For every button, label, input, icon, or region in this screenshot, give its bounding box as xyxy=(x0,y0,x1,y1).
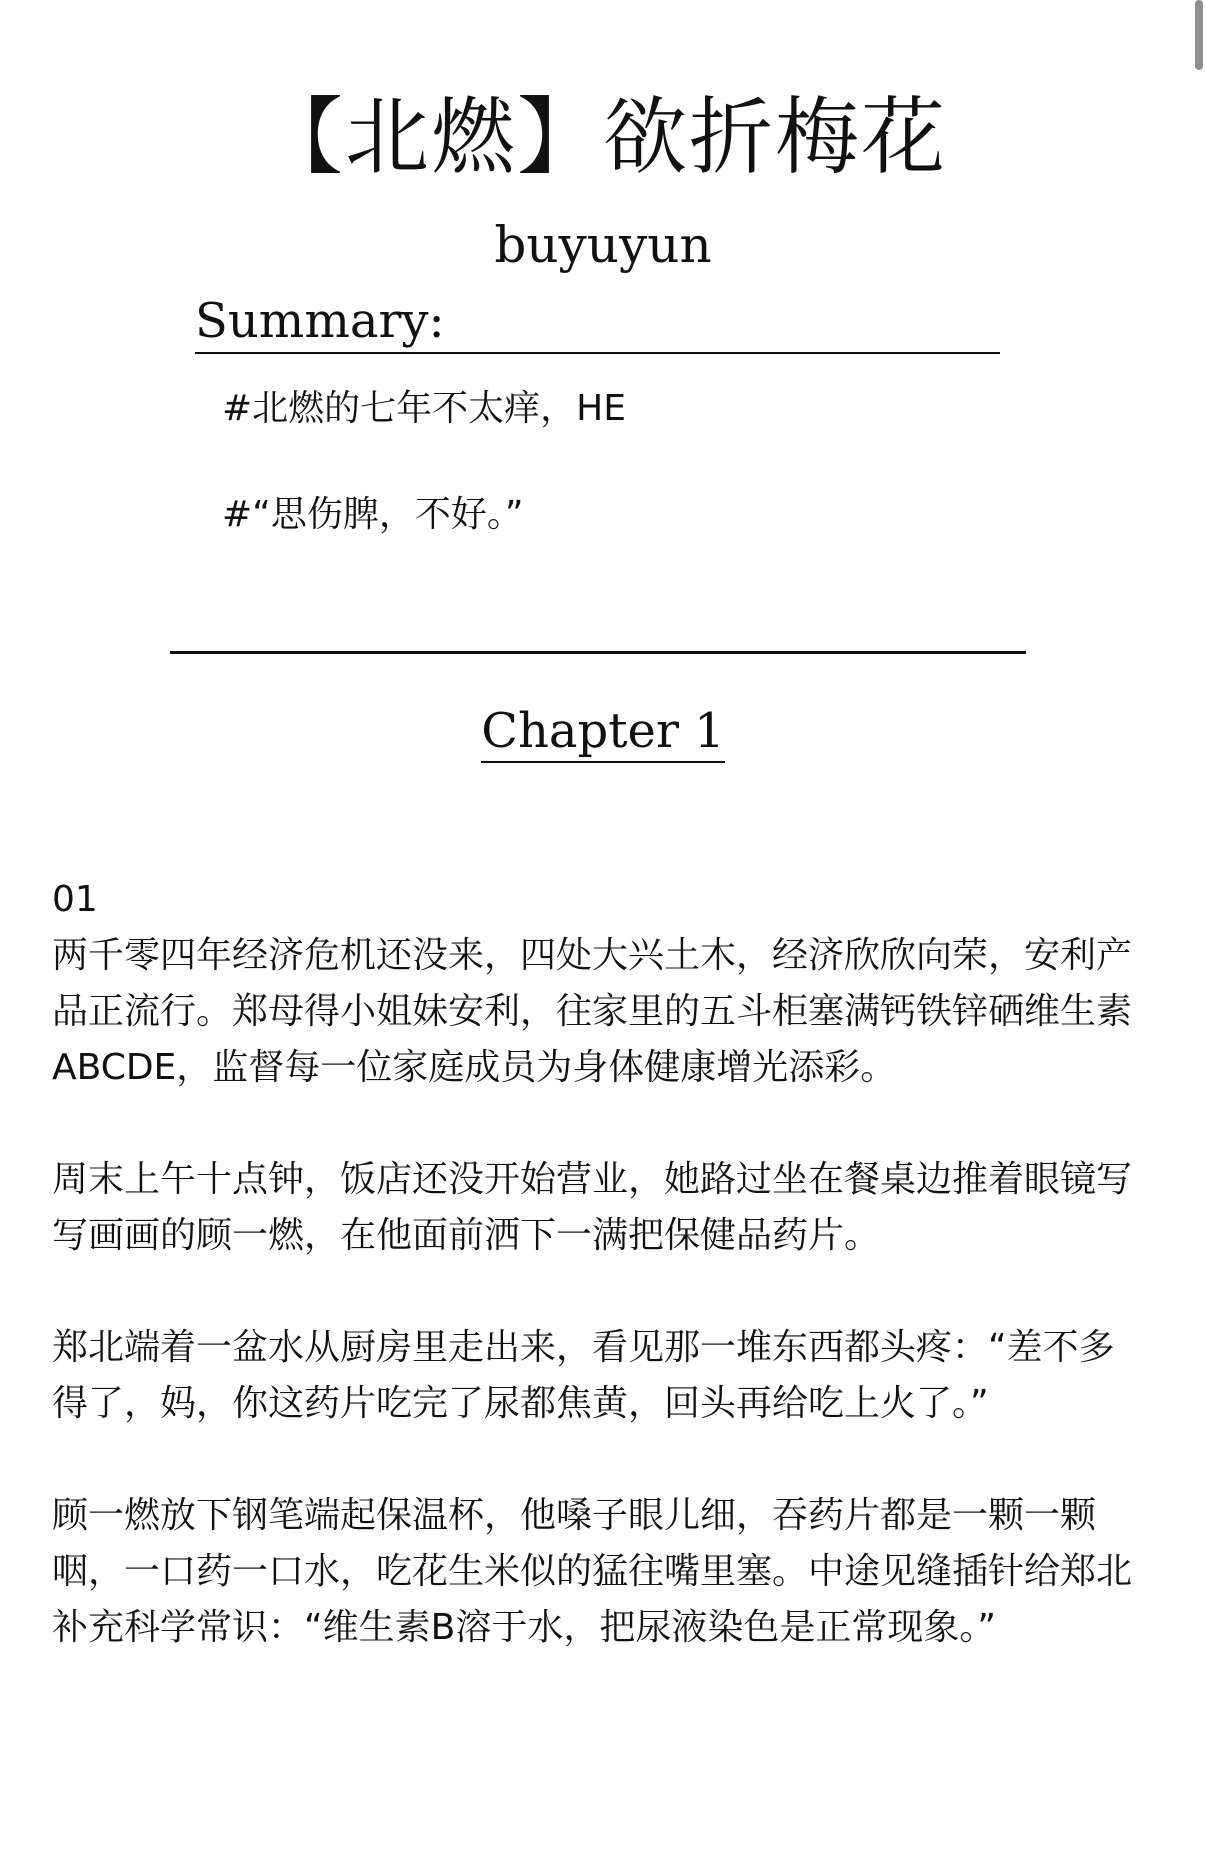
work-title: 【北燃】欲折梅花 xyxy=(258,88,947,186)
author-name[interactable]: buyuyun xyxy=(494,216,712,274)
scrollbar-thumb[interactable] xyxy=(1195,0,1203,70)
chapter-title-text: Chapter 1 xyxy=(481,703,724,763)
section-number: 01 xyxy=(52,879,98,920)
paragraph: 顾一燃放下钢笔端起保温杯，他嗓子眼儿细，吞药片都是一颗一颗咽，一口药一口水，吃花生米似的猛往嘴里塞。中途见缝插针给郑北补充科学常识：“维生素B溶于水，把尿液染色是正常现象。” xyxy=(52,1495,1133,1648)
paragraph: 周末上午十点钟，饭店还没开始营业，她路过坐在餐桌边推着眼镜写写画画的顾一燃，在他面前洒下一满把保健品药片。 xyxy=(52,1159,1133,1256)
chapter-body xyxy=(52,872,1142,1712)
paragraph: 两千零四年经济危机还没来，四处大兴土木，经济欣欣向荣，安利产品正流行。郑母得小姐妹安利，往家里的五斗柜塞满钙铁锌硒维生素ABCDE，监督每一位家庭成员为身体健康增光添彩。 xyxy=(52,935,1133,1088)
paragraph: 郑北端着一盆水从厨房里走出来，看见那一堆东西都头疼：“差不多得了，妈，你这药片吃完了尿都焦黄，回头再给吃上火了。” xyxy=(52,1327,1115,1424)
summary-heading: Summary: xyxy=(195,290,1000,354)
chapter-title xyxy=(0,700,1206,762)
summary-line: #北燃的七年不太痒，HE xyxy=(222,388,626,429)
section-divider xyxy=(170,651,1026,654)
summary-line: #“思伤脾，不好。” xyxy=(222,494,524,535)
